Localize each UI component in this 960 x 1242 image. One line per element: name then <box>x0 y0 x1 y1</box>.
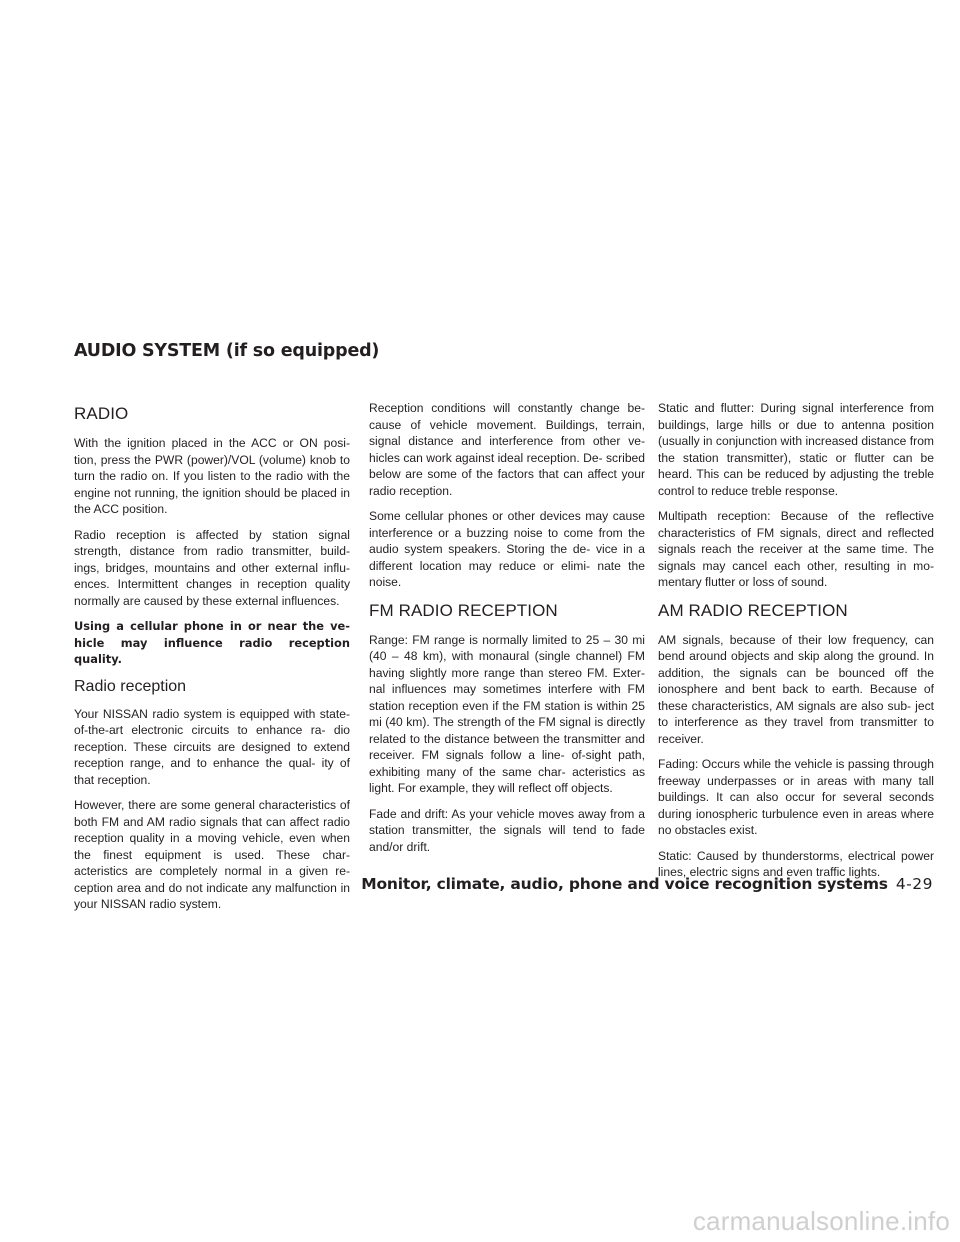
paragraph: Multipath reception: Because of the reflective characteristics of FM signals, direct and reflected signals reach the receiver at the same time. The signals may cancel each other, resulting in mo- mentary flutter or loss of sound. <box>658 509 934 589</box>
radio-heading: RADIO <box>74 404 129 423</box>
column-2 <box>369 400 645 864</box>
column-3 <box>658 400 934 890</box>
paragraph: Radio reception is affected by station signal strength, distance from radio transmitter, build- ings, bridges, mountains and other external influ- ences. Intermittent changes in reception quality normally are caused by these external influences. <box>74 527 350 608</box>
paragraph: Static: Caused by thunderstorms, electrical power lines, electric signs and even traffic lights. <box>658 848 934 879</box>
paragraph: Static and flutter: During signal interference from buildings, large hills or due to antenna position (usually in conjunction with increased distance from the station transmitter), static or flutter can be heard. This can be reduced by adjusting the treble control to reduce treble response. <box>658 401 934 498</box>
paragraph: Range: FM range is normally limited to 25 – 30 mi (40 – 48 km), with monaural (single channel) FM having slightly more range than stereo FM. Exter- nal influences may sometimes interfere with FM station reception even if the FM station is within 25 mi (40 km). The strength of the FM signal is directly related to the distance between the transmitter and receiver. FM signals follow a line- of-sight path, exhibiting many of the same char- acteristics as light. For example, they will reflect off objects. <box>369 632 645 795</box>
paragraph: Fade and drift: As your vehicle moves away from a station transmitter, the signals will tend to fade and/or drift. <box>369 806 645 854</box>
section-title: AUDIO SYSTEM (if so equipped) <box>74 341 380 361</box>
paragraph: Fading: Occurs while the vehicle is passing through freeway underpasses or in areas with many tall buildings. It can also occur for several seconds during ionospheric turbulence even in areas where no obstacles exist. <box>658 757 934 837</box>
am-reception-heading: AM RADIO RECEPTION <box>658 600 848 620</box>
paragraph: Reception conditions will constantly change be- cause of vehicle movement. Buildings, terrain, signal distance and interference from other ve- hicles can work against ideal reception. De- scribed below are some of the factors that can affect your radio reception. <box>369 401 645 498</box>
paragraph: With the ignition placed in the ACC or ON posi- tion, press the PWR (power)/VOL (volume) knob to turn the radio on. If you listen to the radio with the engine not running, the ignition should be placed in the ACC position. <box>74 436 350 516</box>
page-footer <box>361 875 933 893</box>
paragraph: AM signals, because of their low frequency, can bend around objects and skip along the ground. In addition, the signals can be bounced off the ionosphere and bent back to earth. Because of these characteristics, AM signals are also sub- ject to interference as they travel from transmitter to receiver. <box>658 632 934 746</box>
paragraph: However, there are some general characteristics of both FM and AM radio signals that can affect radio reception quality in a moving vehicle, even when the finest equipment is used. These char- acteristics are completely normal in a given re- ception area and do not indicate any malfunction in your NISSAN radio system. <box>74 798 350 911</box>
footer-chapter-title: Monitor, climate, audio, phone and voice recognition systems <box>361 875 888 893</box>
radio-reception-subheading: Radio reception <box>74 677 187 695</box>
paragraph: Some cellular phones or other devices may cause interference or a buzzing noise to come from the audio system speakers. Storing the de- vice in a different location may reduce or elimi- nate the noise. <box>369 509 645 589</box>
paragraph: Your NISSAN radio system is equipped with state-of-the-art electronic circuits to enhance ra- dio reception. These circuits are designed to extend reception range, and to enhance the qual- ity of that reception. <box>74 706 350 787</box>
page-number: 4-29 <box>895 875 933 893</box>
column-1 <box>74 403 350 922</box>
warning-text: Using a cellular phone in or near the ve- hicle may influence radio reception quality. <box>74 619 350 666</box>
watermark: carmanualsonline.info <box>692 1206 950 1236</box>
fm-reception-heading: FM RADIO RECEPTION <box>369 600 558 620</box>
